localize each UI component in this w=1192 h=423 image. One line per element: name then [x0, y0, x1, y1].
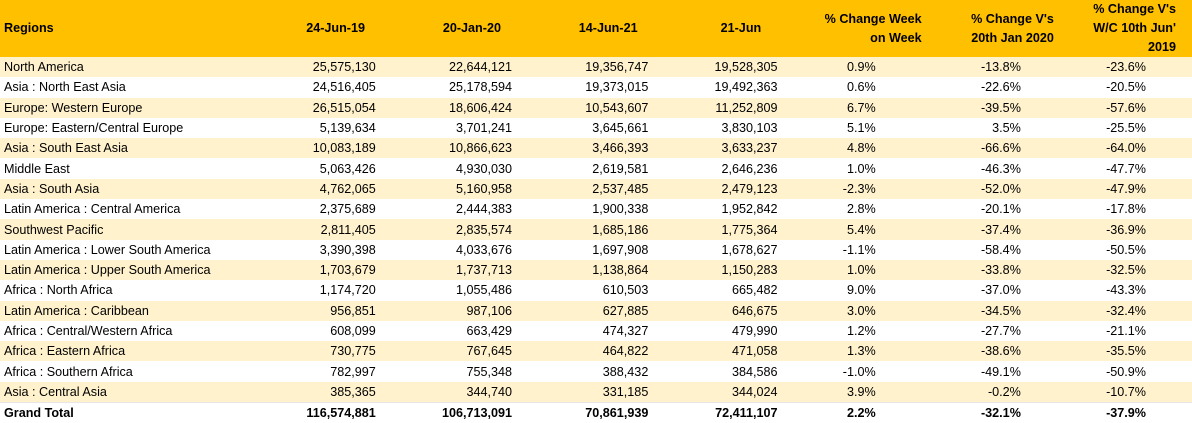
- value-cell: 987,106: [466, 303, 513, 318]
- table-footer: [0, 402, 1192, 423]
- value-cell: 646,675: [731, 303, 778, 318]
- value-cell: 344,740: [466, 384, 513, 399]
- value-cell: -21.1%: [1106, 324, 1146, 338]
- header-change-vs-jan-2020: % Change V's 20th Jan 2020: [971, 11, 1054, 45]
- value-cell: -1.0%: [842, 364, 876, 379]
- value-cell: 610,503: [602, 283, 649, 298]
- value-cell: -37.0%: [980, 283, 1021, 298]
- value-cell: 1.0%: [846, 161, 876, 176]
- value-cell: 2,537,485: [592, 181, 649, 196]
- value-cell: 1,697,908: [592, 242, 649, 257]
- header-20-jan-20: 20-Jan-20: [442, 21, 501, 35]
- value-cell: 24,516,405: [312, 80, 376, 95]
- header-14-jun-21: 14-Jun-21: [578, 21, 638, 35]
- value-cell: -46.3%: [980, 161, 1021, 176]
- value-cell: 384,586: [731, 364, 778, 379]
- value-cell: 3,633,237: [721, 141, 778, 156]
- grand-total-cell: 2.2%: [805, 402, 937, 423]
- value-cell: -25.5%: [1106, 121, 1146, 136]
- value-cell: 2,835,574: [456, 222, 513, 237]
- region-cell: North America: [4, 60, 84, 75]
- value-cell: 11,252,809: [715, 100, 778, 115]
- value-cell: 1,138,864: [592, 263, 649, 278]
- value-cell: 0.9%: [846, 60, 876, 75]
- header-change-vs-jun-2019: % Change V's W/C 10th Jun' 2019: [1093, 2, 1176, 54]
- table-row: [0, 240, 1192, 260]
- value-cell: 1,174,720: [319, 283, 376, 298]
- value-cell: 6.7%: [846, 100, 876, 115]
- value-cell: -36.9%: [1106, 222, 1146, 237]
- region-cell: Africa : Eastern Africa: [4, 344, 126, 359]
- value-cell: 464,822: [602, 344, 649, 359]
- region-cell: Europe: Eastern/Central Europe: [4, 121, 184, 136]
- value-cell: 385,365: [330, 384, 376, 399]
- value-cell: 26,515,054: [312, 100, 376, 115]
- region-cell: Southwest Pacific: [4, 222, 104, 237]
- header-24-jun-19: 24-Jun-19: [306, 21, 366, 35]
- value-cell: 331,185: [602, 384, 649, 399]
- value-cell: 10,543,607: [585, 100, 649, 115]
- header-row: [0, 0, 1192, 57]
- value-cell: 2,619,581: [592, 161, 649, 176]
- region-cell: Africa : Southern Africa: [4, 364, 133, 379]
- value-cell: 3.5%: [992, 121, 1021, 136]
- value-cell: 1,150,283: [721, 263, 778, 278]
- value-cell: 3,701,241: [456, 121, 513, 136]
- region-cell: Middle East: [4, 161, 70, 176]
- value-cell: -50.5%: [1106, 242, 1146, 257]
- value-cell: 25,575,130: [312, 60, 376, 75]
- header-change-week-on-week: % Change Week on Week: [824, 11, 922, 45]
- value-cell: 5,160,958: [456, 181, 513, 196]
- value-cell: -10.7%: [1106, 384, 1146, 399]
- region-cell: Asia : South East Asia: [4, 141, 128, 156]
- region-cell: Asia : Central Asia: [4, 384, 107, 399]
- value-cell: 1,900,338: [592, 202, 649, 217]
- value-cell: 1,678,627: [721, 242, 778, 257]
- value-cell: 1.3%: [846, 344, 876, 359]
- value-cell: 1.2%: [846, 324, 876, 338]
- value-cell: 627,885: [602, 303, 649, 318]
- value-cell: 19,492,363: [714, 80, 778, 95]
- value-cell: 19,373,015: [585, 80, 649, 95]
- value-cell: -20.5%: [1106, 80, 1146, 95]
- value-cell: 5,063,426: [319, 161, 376, 176]
- value-cell: 2,811,405: [320, 222, 376, 237]
- value-cell: 1,952,842: [721, 202, 778, 217]
- value-cell: 388,432: [602, 364, 649, 379]
- value-cell: 956,851: [330, 303, 376, 318]
- value-cell: 10,866,623: [449, 141, 513, 156]
- region-cell: Africa : Central/Western Africa: [4, 324, 173, 338]
- value-cell: -47.9%: [1106, 181, 1146, 196]
- value-cell: 755,348: [466, 364, 513, 379]
- value-cell: 2,646,236: [721, 161, 778, 176]
- value-cell: 3.9%: [846, 384, 876, 399]
- value-cell: 3,390,398: [319, 242, 376, 257]
- value-cell: 2,375,689: [319, 202, 376, 217]
- value-cell: 665,482: [731, 283, 778, 298]
- value-cell: -13.8%: [980, 60, 1021, 75]
- value-cell: 1,685,186: [592, 222, 649, 237]
- value-cell: -49.1%: [980, 364, 1021, 379]
- value-cell: 4,930,030: [456, 161, 513, 176]
- value-cell: -64.0%: [1106, 141, 1146, 156]
- value-cell: -32.4%: [1106, 303, 1146, 318]
- value-cell: 3,466,393: [592, 141, 649, 156]
- value-cell: 2.8%: [846, 202, 876, 217]
- value-cell: 479,990: [731, 324, 778, 338]
- value-cell: 5,139,634: [319, 121, 376, 136]
- value-cell: -2.3%: [842, 181, 876, 196]
- value-cell: 18,606,424: [449, 100, 513, 115]
- value-cell: 22,644,121: [449, 60, 513, 75]
- grand-total-cell: 70,861,939: [540, 402, 676, 423]
- table-row: [0, 260, 1192, 280]
- region-cell: Asia : South Asia: [4, 181, 100, 196]
- region-cell: Latin America : Central America: [4, 202, 181, 217]
- table-row: [0, 361, 1192, 381]
- value-cell: -34.5%: [980, 303, 1021, 318]
- grand-total-cell: -32.1%: [938, 402, 1070, 423]
- value-cell: 2,479,123: [721, 181, 778, 196]
- value-cell: 5.1%: [846, 121, 876, 136]
- table-row: [0, 98, 1192, 118]
- grand-total-cell: 106,713,091: [404, 402, 540, 423]
- header-regions: Regions: [4, 21, 54, 35]
- value-cell: 663,429: [466, 324, 513, 338]
- value-cell: 25,178,594: [449, 80, 513, 95]
- value-cell: -50.9%: [1106, 364, 1146, 379]
- table-header: [0, 0, 1192, 57]
- value-cell: -20.1%: [980, 202, 1021, 217]
- value-cell: 730,775: [330, 344, 376, 359]
- header-21-jun: 21-Jun: [720, 21, 762, 35]
- value-cell: -32.5%: [1106, 263, 1146, 278]
- table-row: [0, 321, 1192, 341]
- value-cell: -47.7%: [1106, 161, 1146, 176]
- region-cell: Latin America : Caribbean: [4, 303, 149, 318]
- value-cell: 4,762,065: [319, 181, 376, 196]
- grand-total-label: Grand Total: [0, 402, 267, 423]
- value-cell: 3.0%: [846, 303, 876, 318]
- table-row: [0, 382, 1192, 403]
- region-cell: Latin America : Upper South America: [4, 263, 211, 278]
- table-row: [0, 118, 1192, 138]
- grand-total-row: [0, 402, 1192, 423]
- table-row: [0, 179, 1192, 199]
- table-row: [0, 301, 1192, 321]
- value-cell: -17.8%: [1106, 202, 1146, 217]
- table-row: [0, 77, 1192, 97]
- value-cell: 4.8%: [846, 141, 876, 156]
- table-row: [0, 219, 1192, 239]
- value-cell: -38.6%: [980, 344, 1021, 359]
- value-cell: 767,645: [466, 344, 513, 359]
- value-cell: -1.1%: [842, 242, 876, 257]
- value-cell: 0.6%: [846, 80, 876, 95]
- value-cell: -37.4%: [980, 222, 1021, 237]
- value-cell: 3,645,661: [592, 121, 649, 136]
- value-cell: -33.8%: [980, 263, 1021, 278]
- value-cell: 1,703,679: [319, 263, 376, 278]
- value-cell: 471,058: [731, 344, 778, 359]
- grand-total-cell: 72,411,107: [676, 402, 805, 423]
- value-cell: -43.3%: [1106, 283, 1146, 298]
- value-cell: 344,024: [731, 384, 778, 399]
- value-cell: 9.0%: [846, 283, 876, 298]
- table-row: [0, 138, 1192, 158]
- region-cell: Europe: Western Europe: [4, 100, 143, 115]
- grand-total-cell: 116,574,881: [267, 402, 403, 423]
- region-cell: Latin America : Lower South America: [4, 242, 211, 257]
- table-row: [0, 158, 1192, 178]
- value-cell: 1.0%: [846, 263, 876, 278]
- value-cell: 2,444,383: [456, 202, 513, 217]
- table-row: [0, 199, 1192, 219]
- value-cell: 608,099: [330, 324, 376, 338]
- value-cell: 1,737,713: [456, 263, 513, 278]
- value-cell: 5.4%: [846, 222, 876, 237]
- value-cell: 782,997: [330, 364, 376, 379]
- value-cell: -22.6%: [980, 80, 1021, 95]
- table-row: [0, 280, 1192, 300]
- value-cell: -58.4%: [980, 242, 1021, 257]
- value-cell: 10,083,189: [312, 141, 376, 156]
- value-cell: 19,528,305: [714, 60, 778, 75]
- value-cell: -39.5%: [980, 100, 1021, 115]
- value-cell: 4,033,676: [456, 242, 513, 257]
- region-cell: Asia : North East Asia: [4, 80, 126, 95]
- value-cell: 1,775,364: [721, 222, 778, 237]
- value-cell: -27.7%: [980, 324, 1021, 338]
- value-cell: -66.6%: [980, 141, 1021, 156]
- value-cell: -0.2%: [987, 384, 1021, 399]
- grand-total-cell: -37.9%: [1070, 402, 1192, 423]
- value-cell: 1,055,486: [456, 283, 513, 298]
- value-cell: -23.6%: [1106, 60, 1146, 75]
- value-cell: -35.5%: [1106, 344, 1146, 359]
- value-cell: 3,830,103: [721, 121, 778, 136]
- table-body: [0, 57, 1192, 402]
- value-cell: -52.0%: [980, 181, 1021, 196]
- table-row: [0, 57, 1192, 77]
- value-cell: 19,356,747: [585, 60, 649, 75]
- table-row: [0, 341, 1192, 361]
- value-cell: -57.6%: [1106, 100, 1146, 115]
- value-cell: 474,327: [602, 324, 649, 338]
- region-cell: Africa : North Africa: [4, 283, 113, 298]
